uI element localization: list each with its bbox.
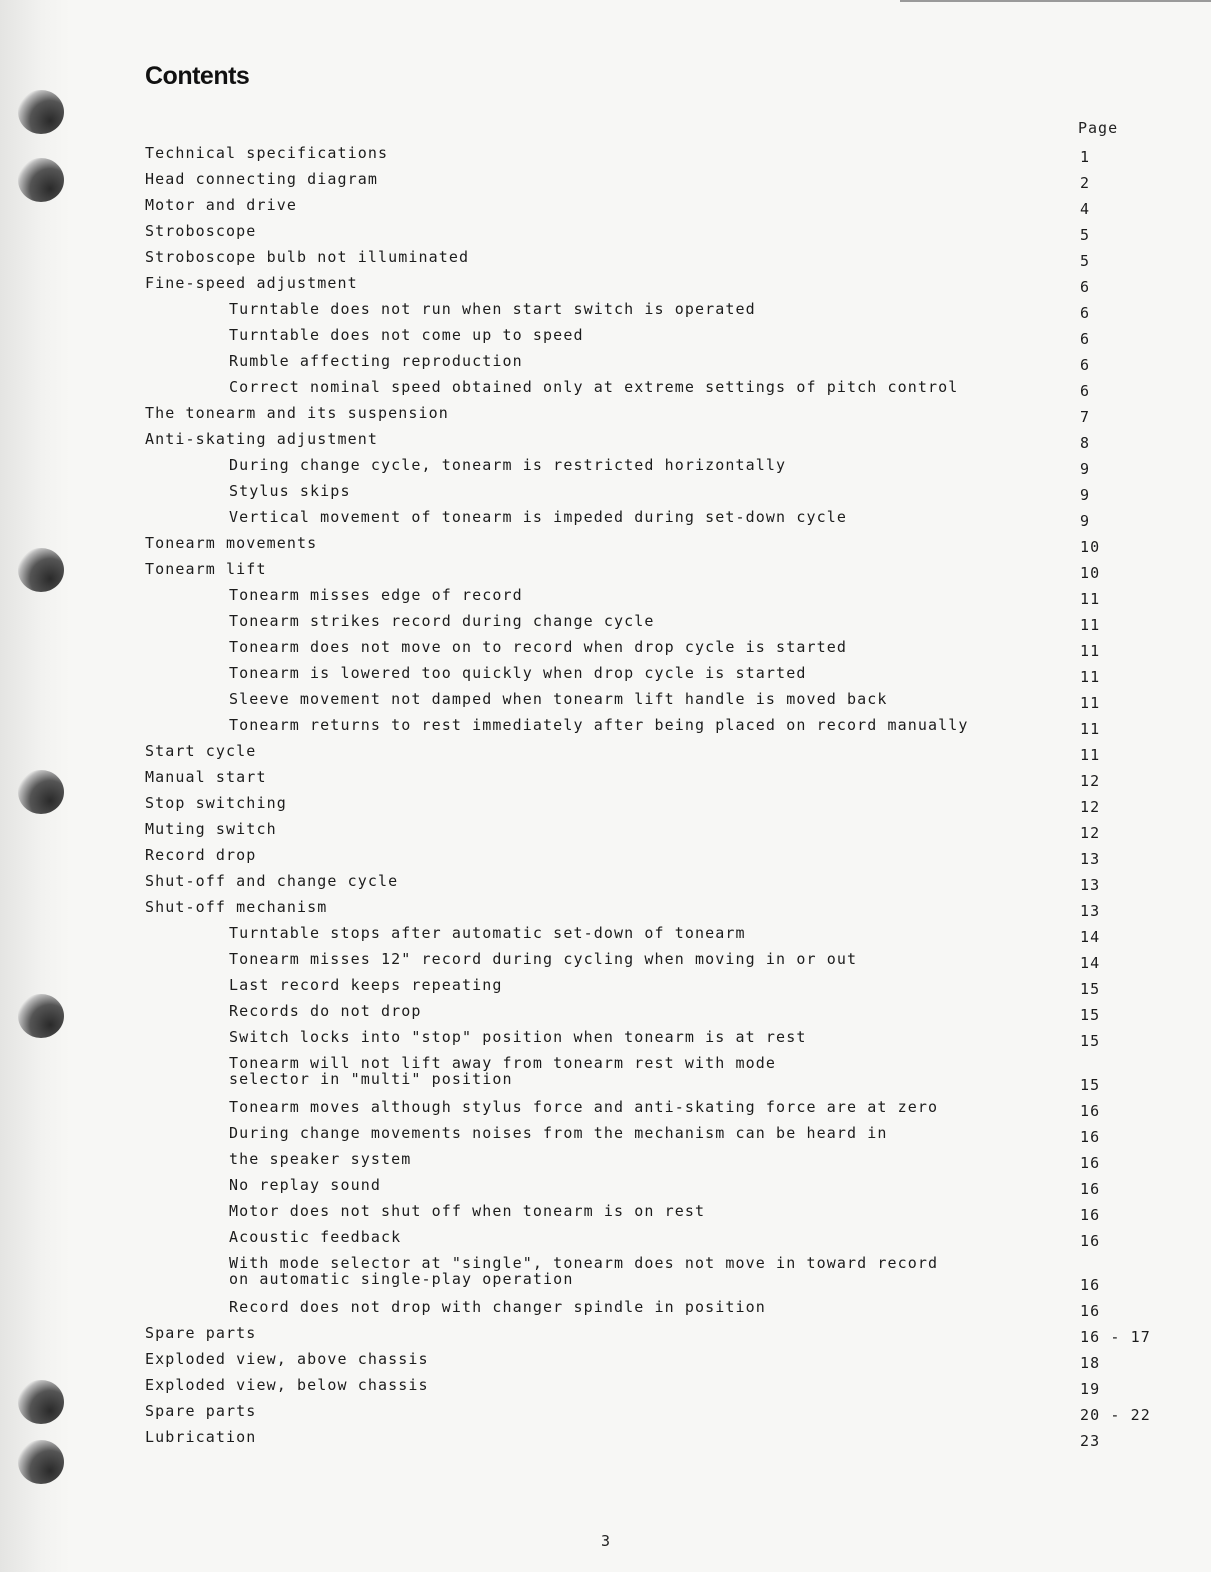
page-column-header: Page [1078,119,1119,137]
toc-subentry [0,661,1211,687]
toc-entry [0,557,1211,583]
toc-subentry [0,505,1211,531]
toc-entry-title: With mode selector at "single", tonearm does not move in toward record on automatic single-play operation [229,1254,939,1288]
toc-entry [0,1373,1211,1399]
toc-entry-title: No replay sound [229,1176,381,1194]
toc-entry-title: Tonearm misses edge of record [229,586,523,604]
toc-subentry [0,947,1211,973]
toc-subentry [0,1051,1211,1095]
toc-entry-page: 14 [1080,928,1101,946]
toc-subentry [0,973,1211,999]
toc-entry [0,531,1211,557]
toc-entry [0,167,1211,193]
toc-entry-title: Exploded view, below chassis [145,1376,429,1394]
toc-subentry [0,1173,1211,1199]
toc-subentry [0,1121,1211,1147]
toc-entry-title: Record drop [145,846,257,864]
toc-entry-page: 6 [1080,330,1091,348]
toc-entry-page: 15 [1080,980,1101,998]
page-title: Contents [145,62,250,90]
toc-entry-title: Tonearm will not lift away from tonearm rest with mode selector in "multi" position [229,1054,777,1088]
toc-entry-page: 16 [1080,1180,1101,1198]
toc-subentry [0,713,1211,739]
toc-entry [0,895,1211,921]
toc-entry-title: Tonearm lift [145,560,267,578]
top-edge-line [900,0,1211,2]
toc-entry-title: Tonearm movements [145,534,318,552]
toc-entry-title: Rumble affecting reproduction [229,352,523,370]
toc-entry-title: Technical specifications [145,144,389,162]
toc-entry [0,427,1211,453]
toc-entry-title: Turntable stops after automatic set-down of tonearm [229,924,746,942]
toc-subentry [0,999,1211,1025]
toc-entry-page: 11 [1080,642,1101,660]
toc-entry-page: 10 [1080,538,1101,556]
toc-subentry [0,635,1211,661]
toc-entry-title: During change movements noises from the mechanism can be heard in [229,1124,888,1142]
toc-subentry [0,453,1211,479]
toc-entry-page: 16 [1080,1206,1101,1224]
toc-entry [0,765,1211,791]
toc-entry-page: 19 [1080,1380,1101,1398]
toc-entry-title: Records do not drop [229,1002,422,1020]
toc-entry-page: 16 [1080,1154,1101,1172]
toc-entry [0,843,1211,869]
toc-entry-page: 13 [1080,876,1101,894]
toc-entry-page: 5 [1080,226,1091,244]
toc-entry-title: Tonearm strikes record during change cycle [229,612,655,630]
toc-entry-title: Stroboscope [145,222,257,240]
toc-entry-page: 6 [1080,356,1091,374]
toc-entry-title: Record does not drop with changer spindle in position [229,1298,766,1316]
toc-entry-title: Last record keeps repeating [229,976,503,994]
toc-entry-title: Motor does not shut off when tonearm is on rest [229,1202,706,1220]
toc-entry-title: During change cycle, tonearm is restricted horizontally [229,456,787,474]
toc-entry [0,1347,1211,1373]
toc-entry-page: 12 [1080,824,1101,842]
toc-subentry [0,323,1211,349]
toc-entry-title: Stylus skips [229,482,351,500]
toc-entry-page: 8 [1080,434,1091,452]
toc-subentry [0,349,1211,375]
toc-subentry [0,1095,1211,1121]
toc-entry-page: 4 [1080,200,1091,218]
toc-entry-title: The tonearm and its suspension [145,404,449,422]
toc-entry-title: Vertical movement of tonearm is impeded during set-down cycle [229,508,847,526]
toc-entry-page: 11 [1080,720,1101,738]
page-number: 3 [600,1532,611,1550]
toc-entry [0,739,1211,765]
toc-entry-page: 7 [1080,408,1091,426]
toc-entry-title: Anti-skating adjustment [145,430,379,448]
toc-entry-title: Head connecting diagram [145,170,379,188]
toc-entry-page: 11 [1080,590,1101,608]
toc-entry-page: 13 [1080,902,1101,920]
toc-entry-page: 2 [1080,174,1091,192]
toc-entry-page: 16 [1080,1302,1101,1320]
toc-subentry [0,583,1211,609]
toc-entry-title: Stop switching [145,794,287,812]
toc-entry-page: 11 [1080,616,1101,634]
toc-entry-title: Shut-off and change cycle [145,872,399,890]
toc-entry-page: 11 [1080,694,1101,712]
toc-entry-title: Start cycle [145,742,257,760]
toc-entry-page: 6 [1080,278,1091,296]
toc-entry [0,193,1211,219]
toc-entry-title: Tonearm returns to rest immediately after being placed on record manually [229,716,969,734]
toc-entry-title: Acoustic feedback [229,1228,402,1246]
toc-entry-title: Turntable does not run when start switch is operated [229,300,756,318]
toc-entry-title: Muting switch [145,820,277,838]
toc-entry [0,1425,1211,1451]
toc-entry-page: 13 [1080,850,1101,868]
toc-entry-title: Tonearm misses 12" record during cycling when moving in or out [229,950,858,968]
toc-entry [0,1399,1211,1425]
toc-entry-title: Sleeve movement not damped when tonearm lift handle is moved back [229,690,888,708]
toc-entry-title: Manual start [145,768,267,786]
toc-entry-title: Spare parts [145,1402,257,1420]
contents-list [0,141,1211,1451]
toc-entry-title: Spare parts [145,1324,257,1342]
toc-entry [0,271,1211,297]
binder-hole [18,90,64,134]
toc-entry-title: Switch locks into "stop" position when tonearm is at rest [229,1028,807,1046]
toc-entry-page: 9 [1080,512,1091,530]
toc-entry-page: 23 [1080,1432,1101,1450]
toc-entry-title: Tonearm does not move on to record when drop cycle is started [229,638,847,656]
toc-entry-title: Correct nominal speed obtained only at extreme settings of pitch control [229,378,959,396]
toc-entry-page: 9 [1080,486,1091,504]
toc-subentry [0,921,1211,947]
toc-subentry [0,1295,1211,1321]
toc-entry-title: Stroboscope bulb not illuminated [145,248,470,266]
toc-subentry [0,609,1211,635]
toc-entry [0,401,1211,427]
toc-entry-page: 15 [1080,1006,1101,1024]
toc-entry-page: 15 [1080,1032,1101,1050]
toc-entry-page: 1 [1080,148,1091,166]
toc-entry-title: Motor and drive [145,196,297,214]
toc-entry-page: 20 - 22 [1080,1406,1151,1424]
toc-entry-page: 16 [1080,1232,1101,1250]
toc-entry-page: 16 [1080,1128,1101,1146]
toc-entry-title: Fine-speed adjustment [145,274,358,292]
toc-entry-page: 11 [1080,668,1101,686]
toc-entry-page: 6 [1080,382,1091,400]
toc-entry-title: Tonearm is lowered too quickly when drop cycle is started [229,664,807,682]
toc-entry-page: 12 [1080,798,1101,816]
toc-entry-title: Turntable does not come up to speed [229,326,584,344]
toc-entry-page: 10 [1080,564,1101,582]
toc-entry-page: 16 - 17 [1080,1328,1151,1346]
toc-subentry [0,1225,1211,1251]
toc-entry-title: the speaker system [229,1150,412,1168]
toc-entry-page: 6 [1080,304,1091,322]
toc-entry-title: Exploded view, above chassis [145,1350,429,1368]
toc-entry-page: 16 [1080,1276,1101,1294]
toc-subentry [0,297,1211,323]
toc-entry [0,219,1211,245]
toc-entry-title: Tonearm moves although stylus force and anti-skating force are at zero [229,1098,939,1116]
toc-entry-page: 15 [1080,1076,1101,1094]
toc-subentry [0,1251,1211,1295]
toc-subentry [0,1147,1211,1173]
toc-entry-page: 9 [1080,460,1091,478]
toc-entry-page: 18 [1080,1354,1101,1372]
toc-entry-page: 16 [1080,1102,1101,1120]
toc-entry-page: 12 [1080,772,1101,790]
toc-entry-title: Lubrication [145,1428,257,1446]
toc-entry [0,869,1211,895]
toc-subentry [0,479,1211,505]
toc-subentry [0,1199,1211,1225]
toc-entry [0,817,1211,843]
toc-subentry [0,687,1211,713]
toc-subentry [0,1025,1211,1051]
toc-entry [0,1321,1211,1347]
toc-entry [0,791,1211,817]
toc-entry-page: 14 [1080,954,1101,972]
toc-entry-page: 11 [1080,746,1101,764]
toc-entry [0,141,1211,167]
toc-entry-page: 5 [1080,252,1091,270]
toc-entry [0,245,1211,271]
toc-entry-title: Shut-off mechanism [145,898,328,916]
toc-subentry [0,375,1211,401]
